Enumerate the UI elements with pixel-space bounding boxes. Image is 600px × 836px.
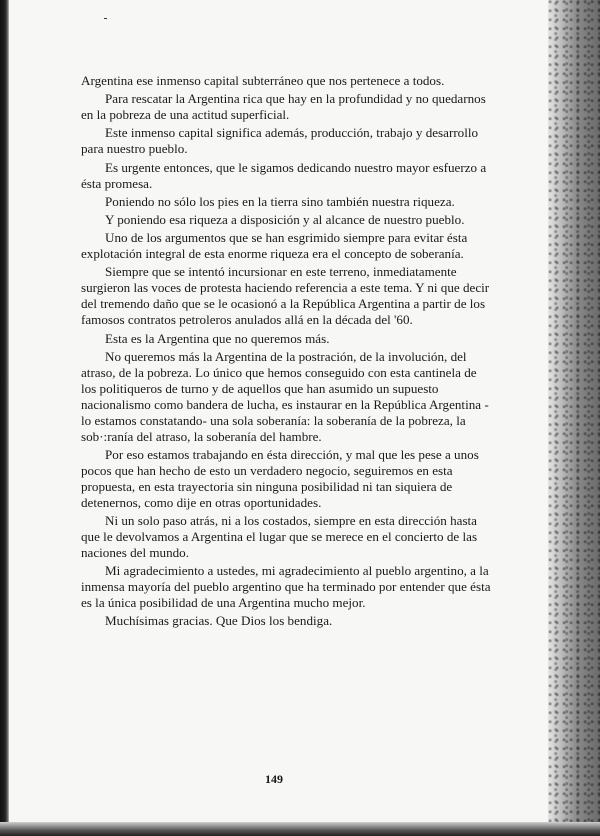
paragraph-5: Poniendo no sólo los pies en la tierra sino también nuestra riqueza. xyxy=(105,193,455,209)
paragraph-11: Por eso estamos trabajando en ésta dirección, y mal que les pese a unos pocos que han hecho de esto un verdadero negocio, seguiremos en esta propuesta, en esta trayectoria sin ninguna posibilidad ni tan siquiera de detenernos, como dije en otras oportunidades. xyxy=(81,446,479,510)
paragraph-2: Para rescatar la Argentina rica que hay en la profundidad y no quedarnos en la pobreza de una actitud superficial. xyxy=(81,91,486,123)
paragraph-14: Muchísimas gracias. Que Dios los bendiga. xyxy=(105,613,333,629)
scan-speck xyxy=(104,18,107,19)
paragraph-10: No queremos más la Argentina de la postración, de la involución, del atraso, de la pobreza. Lo único que hemos conseguido con esta cantinela de los politiqueros de turno y de aquellos que han asumido un supuesto nacionalismo como bandera de lucha, es instaurar en la República Argentina -lo estamos constatando- una sola soberanía: la soberanía de la pobreza, la sob·:ranía del atraso, la soberanía del hambre. xyxy=(81,348,489,444)
paragraph-12: Ni un solo paso atrás, ni a los costados, siempre en esta dirección hasta que le devolvamos a Argentina el lugar que se merece en el concierto de las naciones del mundo. xyxy=(81,513,478,561)
paragraph-8: Siempre que se intentó incursionar en este terreno, inmediatamente surgieron las voces de protesta haciendo referencia a este tema. Y ni que decir del tremendo daño que se le ocasionó a la República Argentina a partir de los famosos contratos petroleros anulados allá en la década del '60. xyxy=(81,264,490,328)
paragraph-4: Es urgente entonces, que le sigamos dedicando nuestro mayor esfuerzo a ésta promesa. xyxy=(81,159,487,191)
paragraph-7: Uno de los argumentos que se han esgrimido siempre para evitar ésta explotación integral de esta enorme riqueza era el concepto de soberanía. xyxy=(81,230,468,262)
paragraph-9: Esta es la Argentina que no queremos más. xyxy=(105,330,330,346)
scan-edge-left xyxy=(0,0,9,836)
body-text xyxy=(81,73,491,632)
scan-edge-bottom xyxy=(0,822,600,836)
scan-edge-right xyxy=(548,0,600,836)
paragraph-3: Este inmenso capital significa además, producción, trabajo y desarrollo para nuestro pueblo. xyxy=(81,125,479,157)
paragraph-13: Mi agradecimiento a ustedes, mi agradecimiento al pueblo argentino, a la inmensa mayoría del pueblo argentino que ha terminado por entender que ésta es la única posibilidad de una Argentina mucho mejor. xyxy=(81,563,491,611)
paragraph-1: Argentina ese inmenso capital subterráneo que nos pertenece a todos. xyxy=(81,73,445,88)
paragraph-6: Y poniendo esa riqueza a disposición y al alcance de nuestro pueblo. xyxy=(105,211,465,227)
page-number: 149 xyxy=(265,772,283,786)
